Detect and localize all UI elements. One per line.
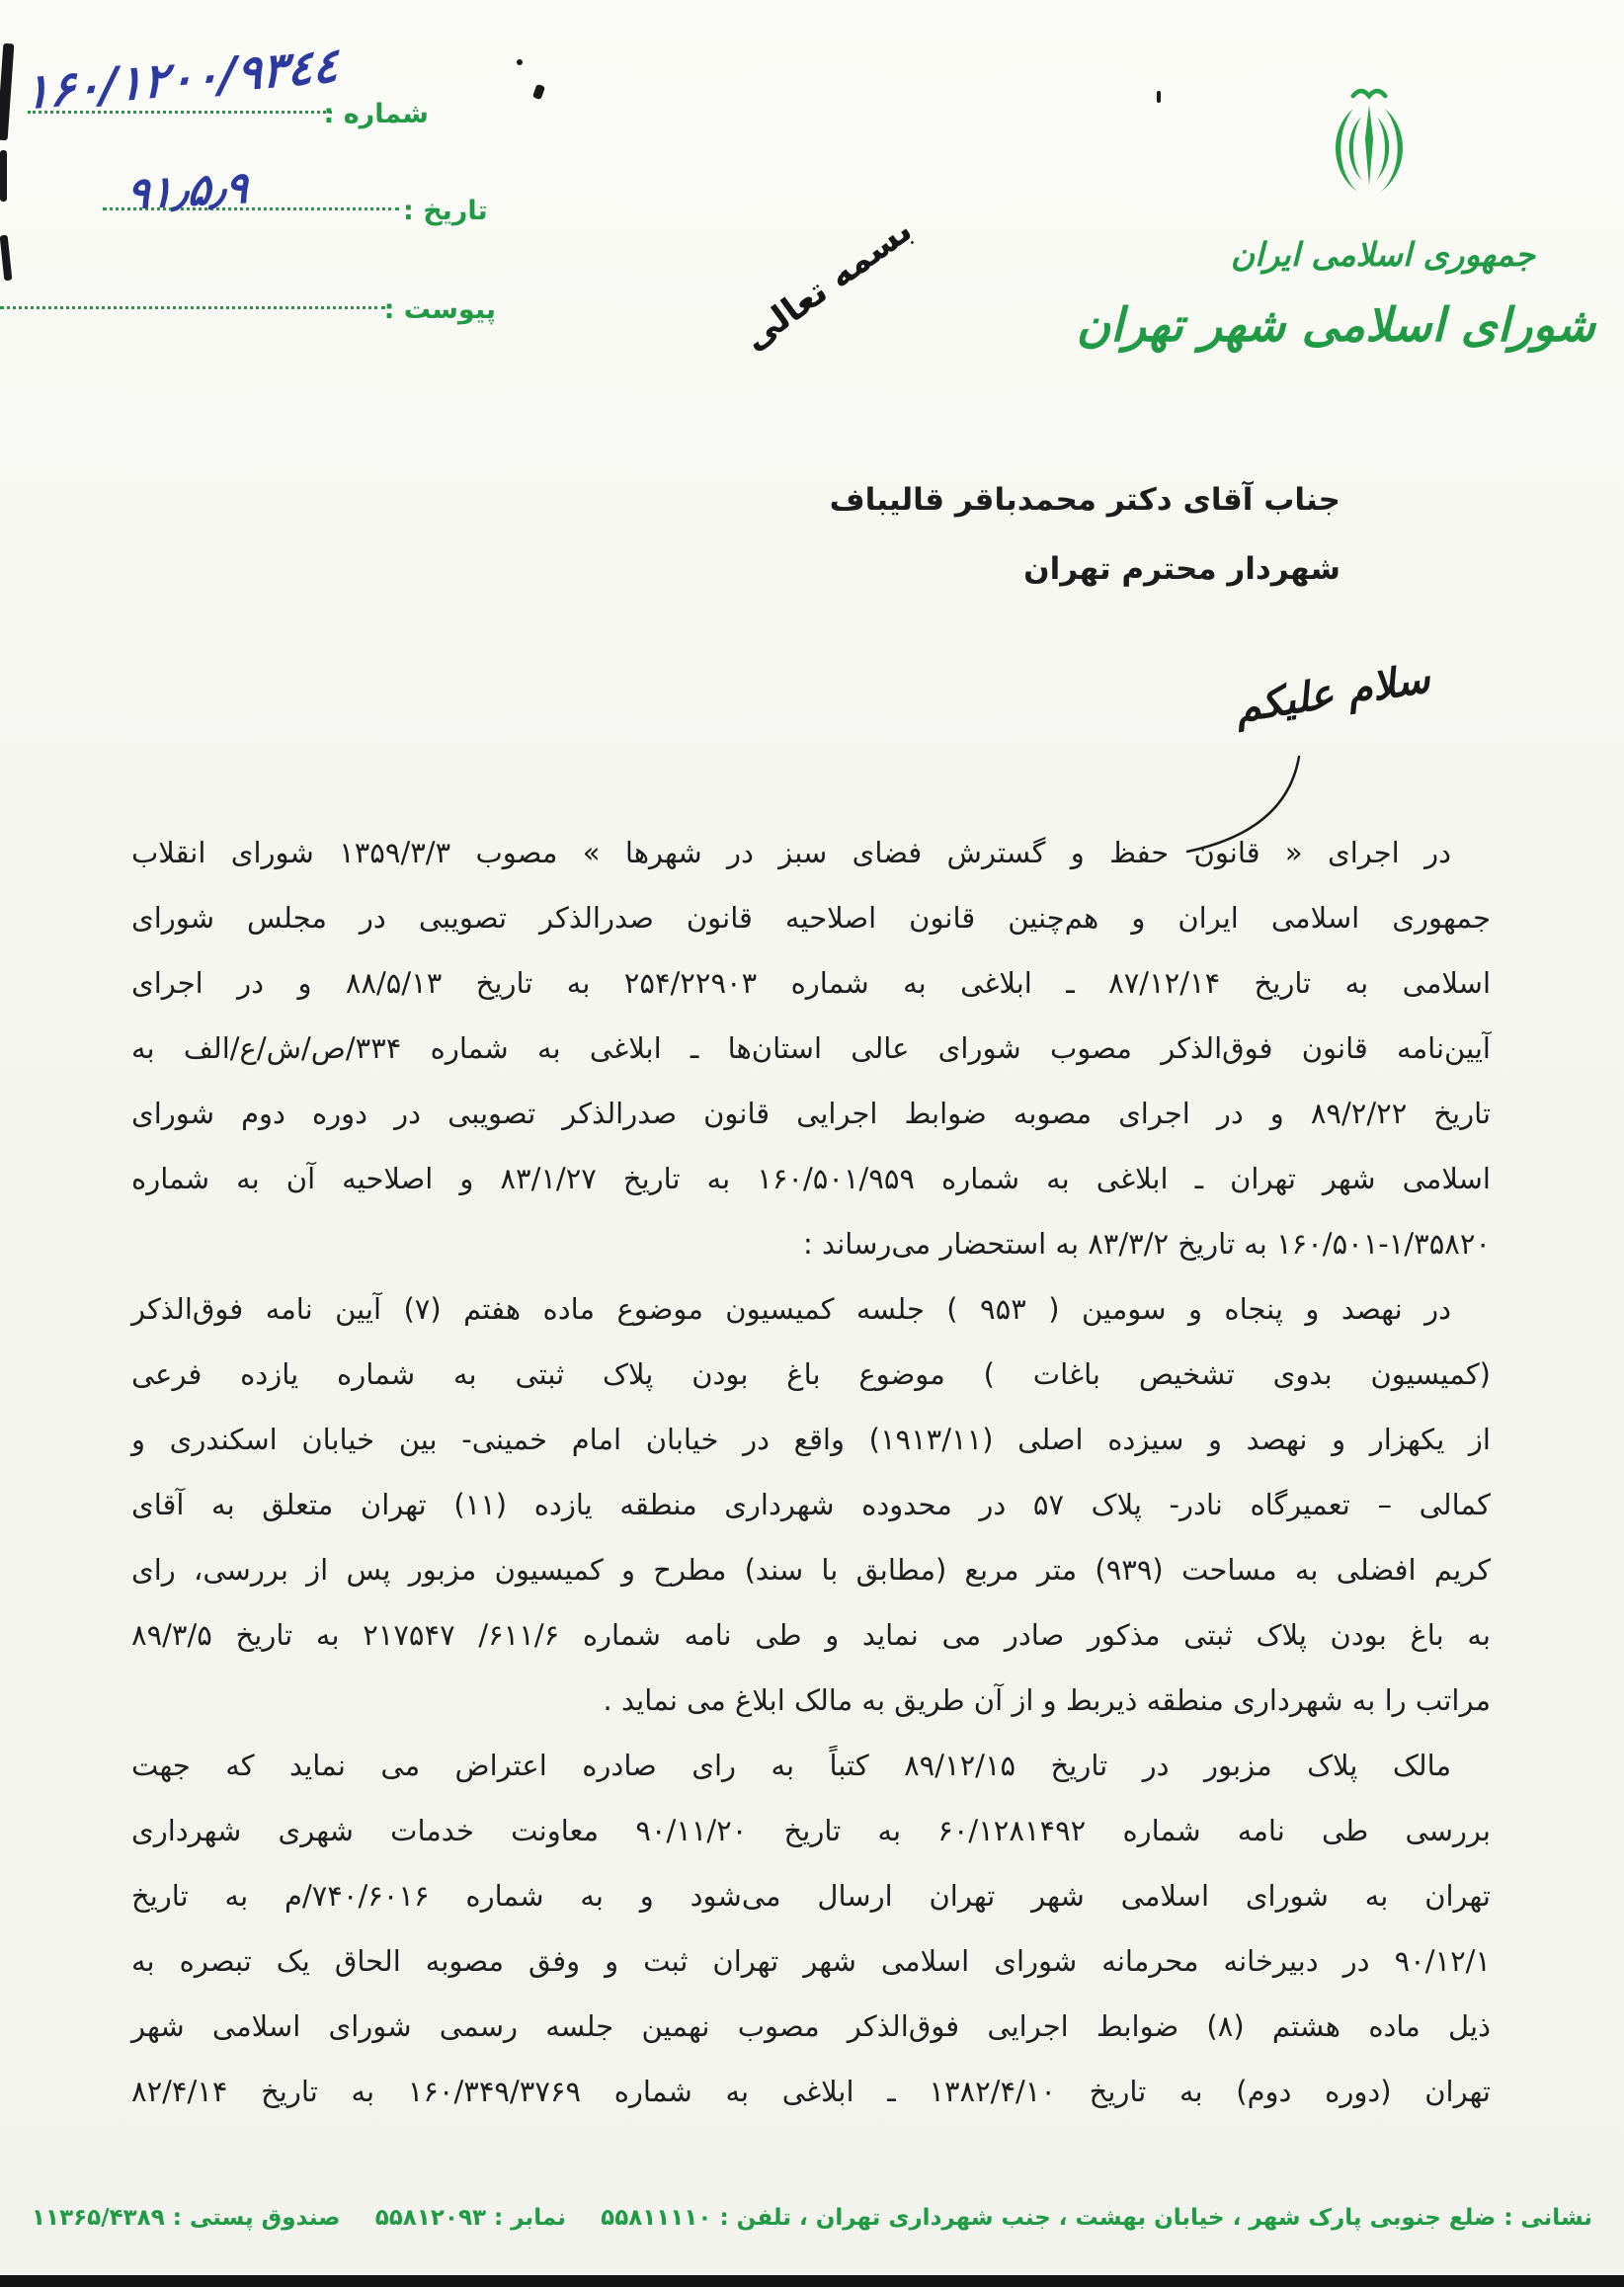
number-field-label: شماره : (323, 99, 429, 129)
body-line: ۹۰/۱۲/۱ در دبیرخانه محرمانه شورای اسلامی شهر تهران ثبت و وفق مصوبه الحاق یک تبصره به (131, 1944, 1491, 1978)
number-value-handwritten: ۱۶۰/۱۲۰۰/۹۳٤٤ (24, 38, 339, 121)
body-line: اسلامی شهر تهران ـ ابلاغی به شماره ۱۶۰/۵۰۱/۹۵۹ به تاریخ ۸۳/۱/۲۷ و اصلاحیه آن به شماره (131, 1162, 1491, 1195)
body-line: تهران به شورای اسلامی شهر تهران ارسال می‌شود و به شماره ۷۴۰/۶۰۱۶/م به تاریخ (131, 1879, 1491, 1913)
body-line: مراتب را به شهرداری منطقه ذیربط و از آن طریق به مالک ابلاغ می نماید . (603, 1683, 1491, 1717)
body-line: در اجرای « قانون حفظ و گسترش فضای سبز در شهرها » مصوب ۱۳۵۹/۳/۳ شورای انقلاب (131, 836, 1452, 869)
attachment-field-label: پیوست : (383, 294, 496, 325)
body-line: کمالی – تعمیرگاه نادر- پلاک ۵۷ در محدوده شهرداری منطقه یازده (۱۱) تهران متعلق به آقای (131, 1488, 1491, 1521)
scan-artifact (1157, 91, 1161, 103)
body-line: در نهصد و پنجاه و سومین ( ۹۵۳ ) جلسه کمیسیون موضوع ماده هفتم (۷) آیین نامه فوق‌الذکر (131, 1292, 1451, 1326)
body-line: مالک پلاک مزبور در تاریخ ۸۹/۱۲/۱۵ کتباً به رای صادره اعتراض می نماید که جهت (131, 1749, 1452, 1782)
date-field-label: تاریخ : (403, 196, 488, 226)
organization-title: شورای اسلامی شهر تهران (1076, 298, 1595, 353)
scan-artifact (532, 84, 545, 100)
iran-emblem-icon (1309, 81, 1429, 215)
footer-pobox: صندوق پستی : ۱۱۳۶۵/۴۳۸۹ (32, 2205, 341, 2231)
body-line: اسلامی به تاریخ ۸۷/۱۲/۱۴ ـ ابلاغی به شماره ۲۵۴/۲۲۹۰۳ به تاریخ ۸۸/۵/۱۳ و در اجرای (131, 966, 1492, 1000)
body-line: کریم افضلی به مساحت (۹۳۹) متر مربع (مطابق با سند) مطرح و کمیسیون مزبور پس از بررسی، رای (131, 1553, 1491, 1587)
scan-artifact (517, 59, 523, 65)
footer-fax: نمابر : ۵۵۸۱۲۰۹۳ (374, 2205, 566, 2231)
body-line: ۱۶۰/۵۰۱-۱/۳۵۸۲۰ به تاریخ ۸۳/۳/۲ به استحضار می‌رساند : (803, 1227, 1491, 1261)
body-line: تهران (دوره دوم) به تاریخ ۱۳۸۲/۴/۱۰ ـ ابلاغی به شماره ۱۶۰/۳۴۹/۳۷۶۹ به تاریخ ۸۲/۴/۱۴ (131, 2075, 1492, 2108)
scan-artifact (0, 43, 14, 141)
body-line: جمهوری اسلامی ایران و هم‌چنین قانون اصلاحیه قانون صدرالذکر تصویبی در مجلس شورای (131, 901, 1491, 935)
body-line: ذیل ماده هشتم (۸) ضوابط اجرایی فوق‌الذکر مصوب نهمین جلسه رسمی شورای اسلامی شهر (131, 2009, 1491, 2043)
body-line: تاریخ ۸۹/۲/۲۲ و در اجرای مصوبه ضوابط اجرایی قانون صدرالذکر تصویبی در دوره دوم شورای (131, 1097, 1492, 1130)
date-value-handwritten: ۹۱٫۵٫۹ (125, 162, 249, 220)
recipient-name: جناب آقای دکتر محمدباقر قالیباف (829, 482, 1340, 518)
scan-artifact (0, 235, 12, 282)
body-line: از یکهزار و نهصد و سیزده اصلی (۱۹۱۳/۱۱) واقع در خیابان امام خمینی- بین خیابان اسکندری و (131, 1423, 1491, 1456)
recipient-title: شهردار محترم تهران (1023, 551, 1340, 587)
footer-address: نشانی : ضلع جنوبی پارک شهر ، خیابان بهشت ، جنب شهرداری تهران ، تلفن : ۵۵۸۱۱۱۱۰ (601, 2205, 1592, 2231)
besmellah-calligraphy: بسمه تعالی (736, 209, 920, 360)
bottom-scan-strip (0, 2275, 1624, 2287)
recipient-block (830, 476, 1340, 593)
body-line: (کمیسیون بدوی تشخیص باغات ) موضوع باغ بودن پلاک ثبتی به شماره یازده فرعی (131, 1357, 1491, 1391)
body-text (131, 820, 1491, 2124)
footer (32, 2205, 1592, 2231)
body-line: آیین‌نامه قانون فوق‌الذکر مصوب شورای عالی استان‌ها ـ ابلاغی به شماره ۳۳۴/ص/ش/ع/الف به (131, 1031, 1491, 1065)
attachment-dotted-line (0, 306, 385, 309)
body-line: به باغ بودن پلاک ثبتی مذکور صادر می نماید و طی نامه شماره ۶۱۱/۶/ ۲۱۷۵۴۷ به تاریخ ۸۹/۳/۵ (131, 1618, 1491, 1652)
scan-artifact (0, 150, 7, 202)
body-line: بررسی طی نامه شماره ۶۰/۱۲۸۱۴۹۲ به تاریخ ۹۰/۱۱/۲۰ معاونت خدمات شهری شهرداری (131, 1814, 1491, 1847)
greeting-handwritten: سلام علیکم (1231, 654, 1433, 732)
country-title: جمهوری اسلامی ایران (1230, 235, 1536, 274)
